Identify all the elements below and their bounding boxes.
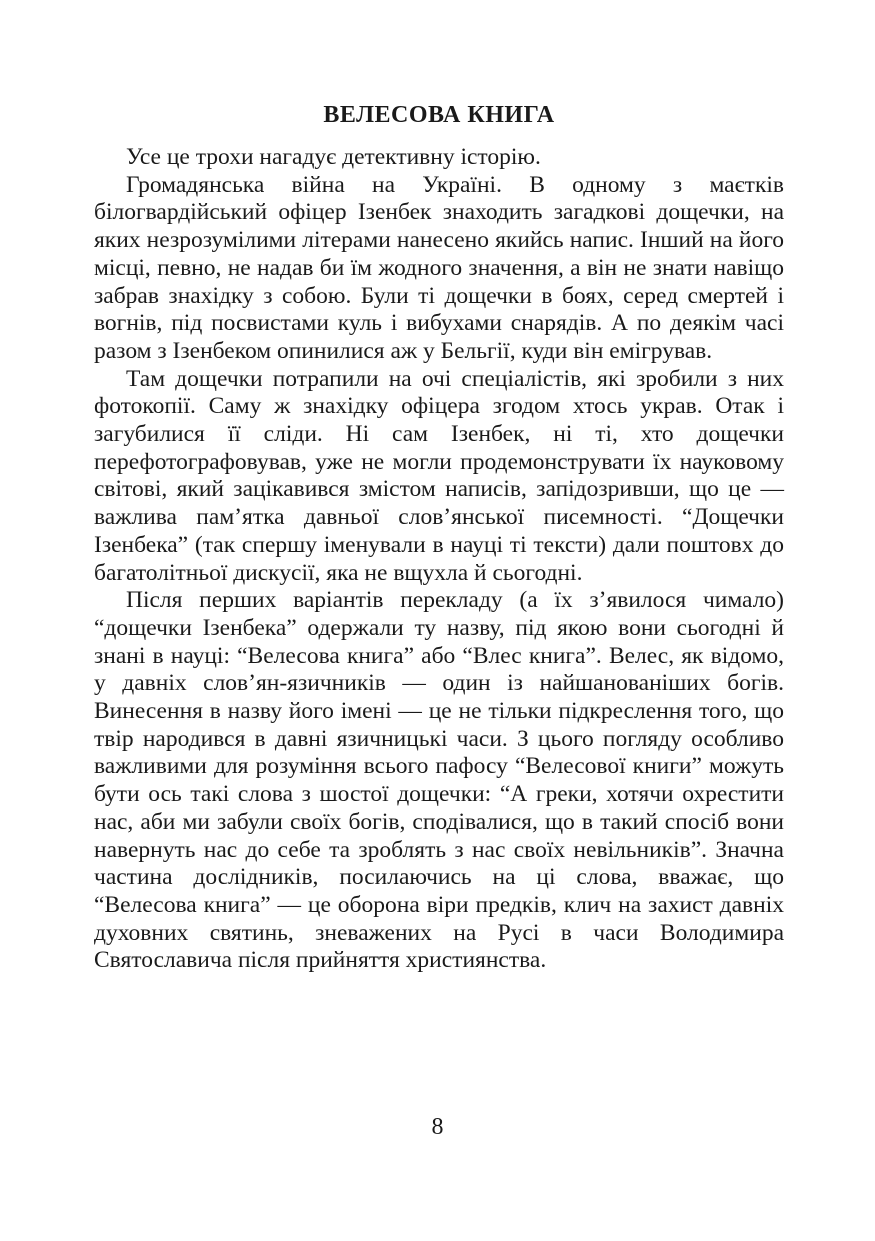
page-number: 8 bbox=[431, 1114, 444, 1140]
page-title: ВЕЛЕСОВА КНИГА bbox=[323, 102, 555, 128]
page-content bbox=[94, 98, 784, 975]
paragraph: Після перших варіантів перекладу (а їх з’явилося чимало) “дощечки Ізенбека” одержали ту назву, під якою вони сьогодні й знані в науці: “Велесова книга” або “Влес книга”. Велес, як відомо, у давніх слов’ян-язичників — один із найшанованіших богів. Винесення в назву його імені — це не тільки підкреслення того, що твір народився в давні язичницькі часи. З цього погляду особливо важливими для розуміння всього пафосу “Велесової книги” можуть бути ось такі слова з шостої дощечки: “А греки, хотячи охрестити нас, аби ми забули своїх богів, сподівалися, що в такий спосіб вони навернуть нас до себе та зроблять з нас своїх невільників”. Значна частина дослідників, посилаючись на ці слова, вважає, що “Велесова книга” — це оборона віри предків, клич на захист давніх духовних святинь, зневажених на Русі в часи Володимира Святославича після прийняття християнства. bbox=[94, 587, 784, 974]
body-text bbox=[94, 144, 784, 975]
paragraph: Там дощечки потрапили на очі спеціалістів, які зробили з них фотокопії. Саму ж знахідку офіцера згодом хтось украв. Отак і загубилися її сліди. Ні сам Ізенбек, ні ті, хто дощечки перефотографовував, уже не могли продемонструвати їх науковому світові, який зацікавився змістом написів, запідозривши, що це — важлива пам’ятка давньої слов’янської писемності. “Дощечки Ізенбека” (так спершу іменували в науці ті тексти) дали поштовх до багатолітньої дискусії, яка не вщухла й сьогодні. bbox=[94, 365, 784, 586]
paragraph: Усе це трохи нагадує детективну історію. bbox=[126, 144, 541, 170]
paragraph: Громадянська війна на Україні. В одному з маєтків білогвардійський офіцер Ізенбек знаходить загадкові дощечки, на яких незрозумілими літерами нанесено якийсь напис. Інший на його місці, певно, не надав би їм жодного значення, а він не знати навіщо забрав знахідку з собою. Були ті дощечки в боях, серед смертей і вогнів, під посвистами куль і вибухами снарядів. А по деякім часі разом з Ізенбеком опинилися аж у Бельгії, куди він емігрував. bbox=[94, 171, 784, 364]
